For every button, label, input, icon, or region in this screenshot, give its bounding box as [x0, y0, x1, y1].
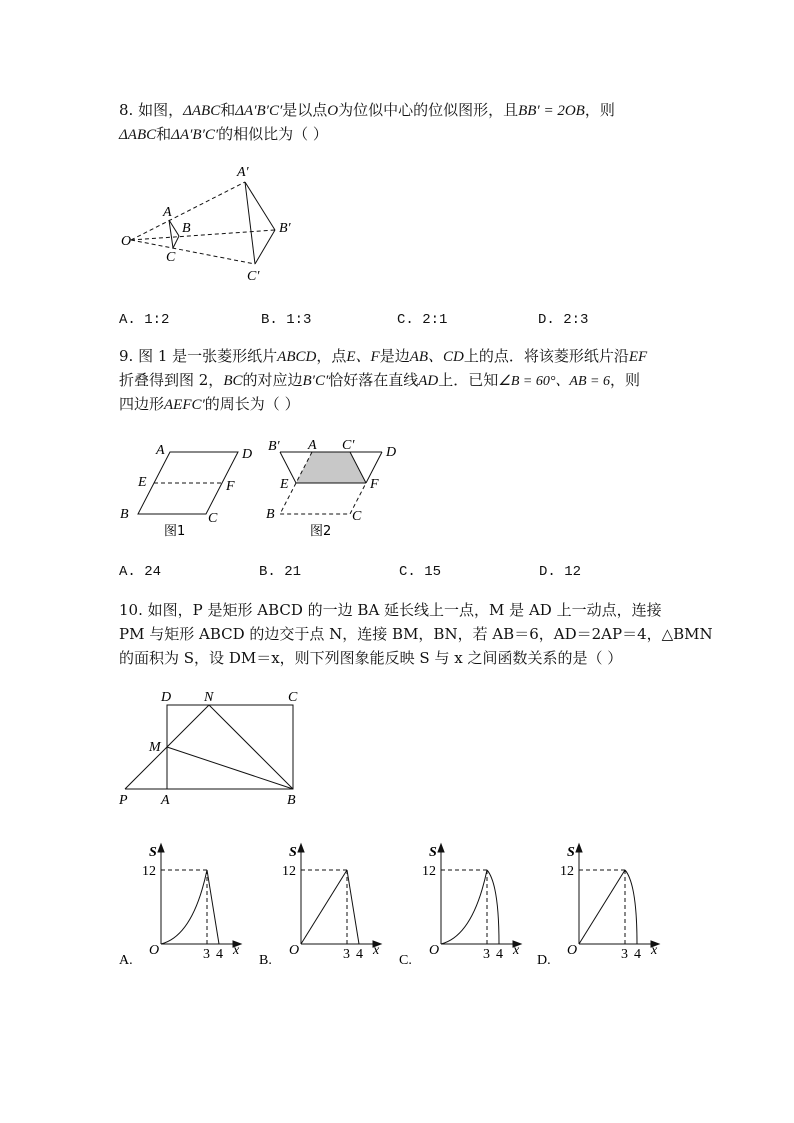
- q10-graph-c-label-x: x: [513, 943, 520, 958]
- q10-graph-a-label-12: 12: [142, 864, 156, 879]
- q10-graph-a-descent: [207, 870, 219, 944]
- q9-rhombus: ABCD: [277, 349, 317, 365]
- q10-graph-c-label-3: 3: [483, 947, 490, 962]
- q9-given: ∠B = 60°、AB = 6: [498, 374, 610, 389]
- q8-triangle-abc: ΔABC: [119, 127, 157, 143]
- q8-condition: BB′ = 2OB: [518, 103, 585, 119]
- q10-graph-d-label-x: x: [651, 943, 658, 958]
- q9-text: 是边: [379, 347, 410, 365]
- q9-fig2-label-e: E: [280, 477, 289, 492]
- q9-option-b[interactable]: B. 21: [259, 564, 302, 580]
- q10-rectangle-abcd: [167, 705, 293, 789]
- q10-graph-a-y-arrow: [158, 844, 164, 852]
- q9-figure-2: [264, 438, 404, 548]
- q9-quadrilateral: AEFC′: [164, 397, 205, 413]
- q9-text: 上的点．将该菱形纸片沿: [463, 347, 629, 365]
- q8-label-c: C: [166, 250, 176, 265]
- q10-graph-c-label-4: 4: [496, 947, 503, 962]
- q9-points-ef: E、F: [346, 349, 380, 365]
- q9-text: 的对应边: [242, 371, 303, 389]
- q10-graph-b-descent: [347, 870, 359, 944]
- q10-graph-d-y-arrow: [576, 844, 582, 852]
- q9-line3: [119, 392, 300, 417]
- q9-side-b2c2: B′C′: [302, 373, 329, 389]
- q10-graph-a-curve: [161, 870, 207, 944]
- q8-side-bc: [173, 236, 179, 248]
- q10-graph-b-label-x: x: [373, 943, 380, 958]
- q9-text: 四边形: [119, 395, 165, 413]
- q9-text: 的周长为（ ）: [204, 395, 300, 413]
- q10-graph-d-label-12: 12: [560, 864, 574, 879]
- q9-fig1-label-b: B: [120, 507, 129, 522]
- q9-fig1-label-c: C: [208, 511, 218, 526]
- q9-text: 9. 图 1 是一张菱形纸片: [119, 347, 278, 365]
- q9-line-ad: AD: [418, 373, 439, 389]
- q8-side-ac: [169, 220, 173, 248]
- q10-label-p: P: [119, 793, 128, 808]
- q9-text: 折叠得到图 2，: [119, 371, 224, 389]
- q8-label-a2: A′: [237, 165, 249, 180]
- q10-graph-c-curve-fall: [487, 870, 499, 944]
- q10-graph-a-label-4: 4: [216, 947, 223, 962]
- q9-fig1-rhombus: [138, 452, 238, 514]
- q9-sides: AB、CD: [409, 349, 464, 365]
- q9-fig2-label-d: D: [386, 445, 397, 460]
- q10-graph-a-label-o: O: [149, 943, 160, 958]
- q10-graph-c-label-o: O: [429, 943, 440, 958]
- q10-graph-d-label-3: 3: [621, 947, 628, 962]
- q10-graph-c-label-12: 12: [422, 864, 436, 879]
- q9-figure-1: [118, 438, 258, 548]
- q10-graph-d-option[interactable]: D.: [537, 953, 551, 968]
- q10-graph-b-rise: [301, 870, 347, 944]
- q10-graph-d-label-4: 4: [634, 947, 641, 962]
- q8-text: 是以点: [282, 101, 328, 119]
- q8-option-c[interactable]: C. 2:1: [397, 312, 448, 328]
- q10-graph-b-option[interactable]: B.: [259, 953, 272, 968]
- q9-option-c[interactable]: C. 15: [399, 564, 442, 580]
- q9-fig1-label-e: E: [138, 475, 147, 490]
- q9-fig1-label-d: D: [242, 447, 253, 462]
- q10-segment-bm: [167, 747, 293, 789]
- q9-fig2-label-f: F: [370, 477, 379, 492]
- q9-side-bc: BC: [223, 373, 243, 389]
- q8-option-a[interactable]: A. 1:2: [119, 312, 170, 328]
- q9-fig2-caption: 图2: [310, 524, 332, 539]
- q9-fig2-label-c2: C′: [342, 438, 355, 453]
- q8-triangle-a2b2c2: ΔA′B′C′: [171, 127, 219, 143]
- q8-line1: [119, 98, 615, 123]
- q9-fig2-label-c: C: [352, 509, 362, 524]
- q9-fig1-caption: 图1: [164, 524, 186, 539]
- q10-graph-d-label-s: S: [567, 845, 575, 860]
- q9-fig2-shaded-aefc2: [296, 452, 366, 483]
- q10-label-n: N: [204, 690, 214, 705]
- q10-graph-a-option[interactable]: A.: [119, 953, 133, 968]
- q8-label-c2: C′: [247, 269, 260, 284]
- q8-option-b[interactable]: B. 1:3: [261, 312, 312, 328]
- q8-side-b2c2: [255, 230, 275, 264]
- q8-text: 8. 如图，: [119, 101, 184, 119]
- q8-label-b: B: [182, 221, 191, 236]
- q9-fig2-label-a: A: [308, 438, 317, 453]
- q10-graph-c-label-s: S: [429, 845, 437, 860]
- q10-graph-a: [115, 840, 255, 970]
- q10-line2: PM 与矩形 ABCD 的边交于点 N，连接 BM，BN，若 AB＝6，AD＝2AP＝4，△BMN: [119, 625, 713, 643]
- q9-text: 恰好落在直线: [328, 371, 419, 389]
- q8-line2: [119, 122, 328, 147]
- q10-segment-bn: [209, 705, 293, 789]
- q8-label-b2: B′: [279, 221, 291, 236]
- q8-text: 为位似中心的位似图形，且: [338, 101, 519, 119]
- q9-fig1-label-a: A: [156, 443, 165, 458]
- q10-label-b: B: [287, 793, 296, 808]
- q10-graph-b-y-arrow: [298, 844, 304, 852]
- q9-option-a[interactable]: A. 24: [119, 564, 162, 580]
- q10-label-a: A: [161, 793, 170, 808]
- q10-graph-a-label-3: 3: [203, 947, 210, 962]
- q10-graph-d: [533, 840, 673, 970]
- q10-graph-d-rise: [579, 870, 625, 944]
- q9-text: ，则: [609, 371, 640, 389]
- q10-graph-b-label-o: O: [289, 943, 300, 958]
- q10-line3: 的面积为 S，设 DM＝x，则下列图象能反映 S 与 x 之间函数关系的是（ ）: [119, 649, 623, 667]
- q10-line1: 10. 如图，P 是矩形 ABCD 的一边 BA 延长线上一点，M 是 AD 上一动点，连接: [119, 601, 662, 619]
- q10-graph-a-label-x: x: [233, 943, 240, 958]
- q9-text: 上．已知: [438, 371, 499, 389]
- q10-graph-c-y-arrow: [438, 844, 444, 852]
- q9-option-d[interactable]: D. 12: [539, 564, 582, 580]
- q8-triangle-abc: ΔABC: [183, 103, 221, 119]
- q8-text: 的相似比为（ ）: [218, 125, 328, 143]
- q8-point-o: O: [327, 103, 339, 119]
- q10-graph-b-label-s: S: [289, 845, 297, 860]
- q8-figure: [115, 158, 315, 288]
- q9-fold-line: EF: [628, 349, 648, 365]
- q8-label-o: O: [121, 234, 132, 249]
- q10-graph-c: [395, 840, 535, 970]
- q9-fig2-label-b2: B′: [268, 439, 280, 454]
- q8-option-d[interactable]: D. 2:3: [538, 312, 589, 328]
- q10-graph-b-label-12: 12: [282, 864, 296, 879]
- q10-graph-a-label-s: S: [149, 845, 157, 860]
- q8-label-a: A: [163, 205, 172, 220]
- q8-side-a2c2: [245, 182, 255, 264]
- q10-graph-d-curve-fall: [625, 870, 637, 944]
- q8-triangle-a2b2c2: ΔA′B′C′: [235, 103, 283, 119]
- q8-dashed-oc2: [131, 240, 255, 264]
- q8-dashed-ob2: [131, 230, 275, 240]
- q10-graph-c-option[interactable]: C.: [399, 953, 412, 968]
- q9-text: ，点: [316, 347, 347, 365]
- q8-text: 和: [220, 101, 236, 119]
- q10-graph-d-label-o: O: [567, 943, 578, 958]
- q9-line1: [119, 344, 647, 369]
- q10-label-c: C: [288, 690, 298, 705]
- q9-fig1-label-f: F: [226, 479, 235, 494]
- q10-figure: [115, 685, 315, 815]
- q10-graph-b-label-4: 4: [356, 947, 363, 962]
- q10-label-d: D: [161, 690, 172, 705]
- q8-text: 和: [156, 125, 172, 143]
- q10-label-m: M: [149, 740, 161, 755]
- q8-text: ，则: [584, 101, 615, 119]
- q9-line2: [119, 368, 640, 394]
- q10-graph-b: [255, 840, 395, 970]
- q10-graph-b-label-3: 3: [343, 947, 350, 962]
- q10-graph-c-curve-rise: [441, 870, 487, 944]
- q9-fig2-label-b: B: [266, 507, 275, 522]
